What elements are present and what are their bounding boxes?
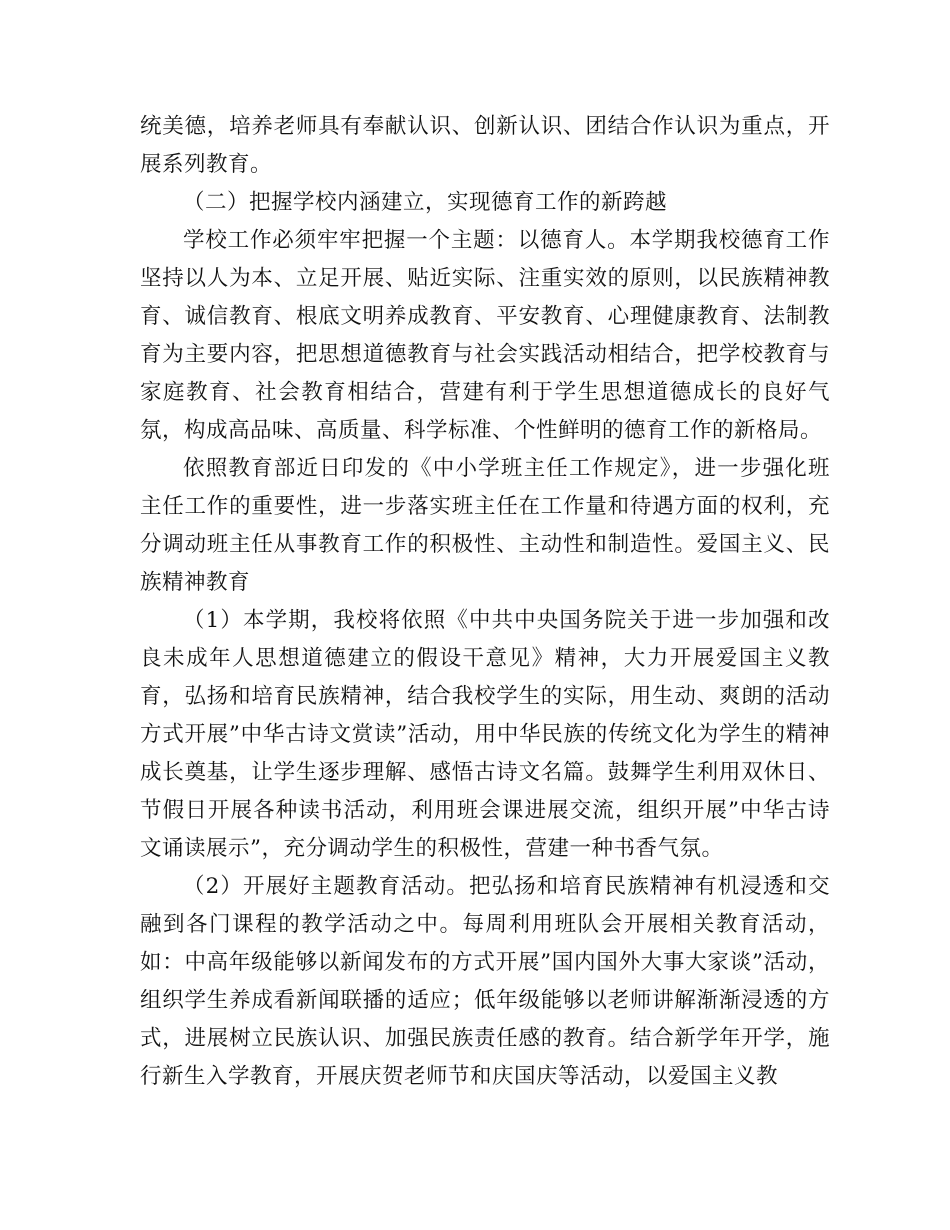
document-body xyxy=(140,108,830,1096)
paragraph: （2）开展好主题教育活动。把弘扬和培育民族精神有机浸透和交融到各门课程的教学活动之中。每周利用班队会开展相关教育活动，如：中高年级能够以新闻发布的方式开展”国内国外大事大家谈”活动，组织学生养成看新闻联播的适应；低年级能够以老师讲解渐渐浸透的方式，进展树立民族认识、加强民族责任感的教育。结合新学年开学，施行新生入学教育，开展庆贺老师节和庆国庆等活动，以爱国主义教 xyxy=(140,874,830,1089)
paragraph: 学校工作必须牢牢把握一个主题：以德育人。本学期我校德育工作坚持以人为本、立足开展、贴近实际、注重实效的原则，以民族精神教育、诚信教育、根底文明养成教育、平安教育、心理健康教育、法制教育为主要内容，把思想道德教育与社会实践活动相结合，把学校教育与家庭教育、社会教育相结合，营建有利于学生思想道德成长的良好气氛，构成高品味、高质量、科学标准、个性鲜明的德育工作的新格局。 xyxy=(140,228,830,443)
paragraph-continuation: 统美德，培养老师具有奉献认识、创新认识、团结合作认识为重点，开展系列教育。 xyxy=(140,114,830,177)
paragraph: （1）本学期，我校将依照《中共中央国务院关于进一步加强和改良未成年人思想道德建立的假设干意见》精神，大力开展爱国主义教育，弘扬和培育民族精神，结合我校学生的实际，用生动、爽朗的活动方式开展”中华古诗文赏读”活动，用中华民族的传统文化为学生的精神成长奠基，让学生逐步理解、感悟古诗文名篇。鼓舞学生利用双休日、节假日开展各种读书活动，利用班会课进展交流，组织开展”中华古诗文诵读展示”，充分调动学生的积极性，营建一种书香气氛。 xyxy=(140,608,830,861)
section-heading: （二）把握学校内涵建立，实现德育工作的新跨越 xyxy=(183,190,668,215)
paragraph: 依照教育部近日印发的《中小学班主任工作规定》，进一步强化班主任工作的重要性，进一步落实班主任在工作量和待遇方面的权利，充分调动班主任从事教育工作的积极性、主动性和制造性。爱国主义、民族精神教育 xyxy=(140,456,830,595)
